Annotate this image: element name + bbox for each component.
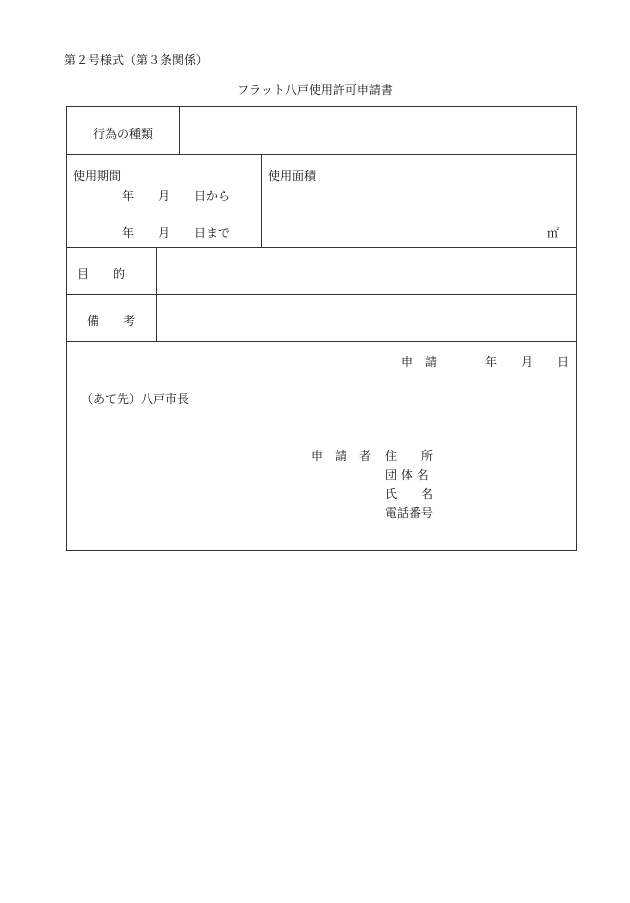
period-label: 使用期間 <box>73 169 122 183</box>
period-from-field[interactable]: 年 月 日から <box>122 189 231 203</box>
group-name-label: 団 体 名 <box>385 468 429 482</box>
purpose-label: 目 的 <box>77 267 126 281</box>
row-divider <box>67 341 576 342</box>
application-date-label: 申 請 <box>401 355 438 369</box>
addressee: （あて先）八戸市長 <box>81 392 190 406</box>
phone-label: 電話番号 <box>385 506 434 520</box>
row-divider <box>67 154 576 155</box>
applicant-label: 申 請 者 <box>311 449 372 463</box>
application-date-field[interactable]: 年 月 日 <box>484 355 569 369</box>
area-label: 使用面積 <box>268 169 317 183</box>
application-form-table <box>66 106 577 551</box>
area-unit: ㎡ <box>546 226 559 240</box>
row-divider <box>67 294 576 295</box>
remarks-label: 備 考 <box>87 314 136 328</box>
divider <box>261 154 262 247</box>
document-title: フラット八戸使用許可申請書 <box>237 83 393 97</box>
row-divider <box>67 247 576 248</box>
name-label: 氏 名 <box>385 487 434 501</box>
form-number: 第２号様式（第３条関係） <box>64 53 209 67</box>
divider <box>179 107 180 154</box>
address-label: 住 所 <box>385 449 434 463</box>
period-to-field[interactable]: 年 月 日まで <box>122 226 231 240</box>
act-type-label: 行為の種類 <box>93 127 154 141</box>
